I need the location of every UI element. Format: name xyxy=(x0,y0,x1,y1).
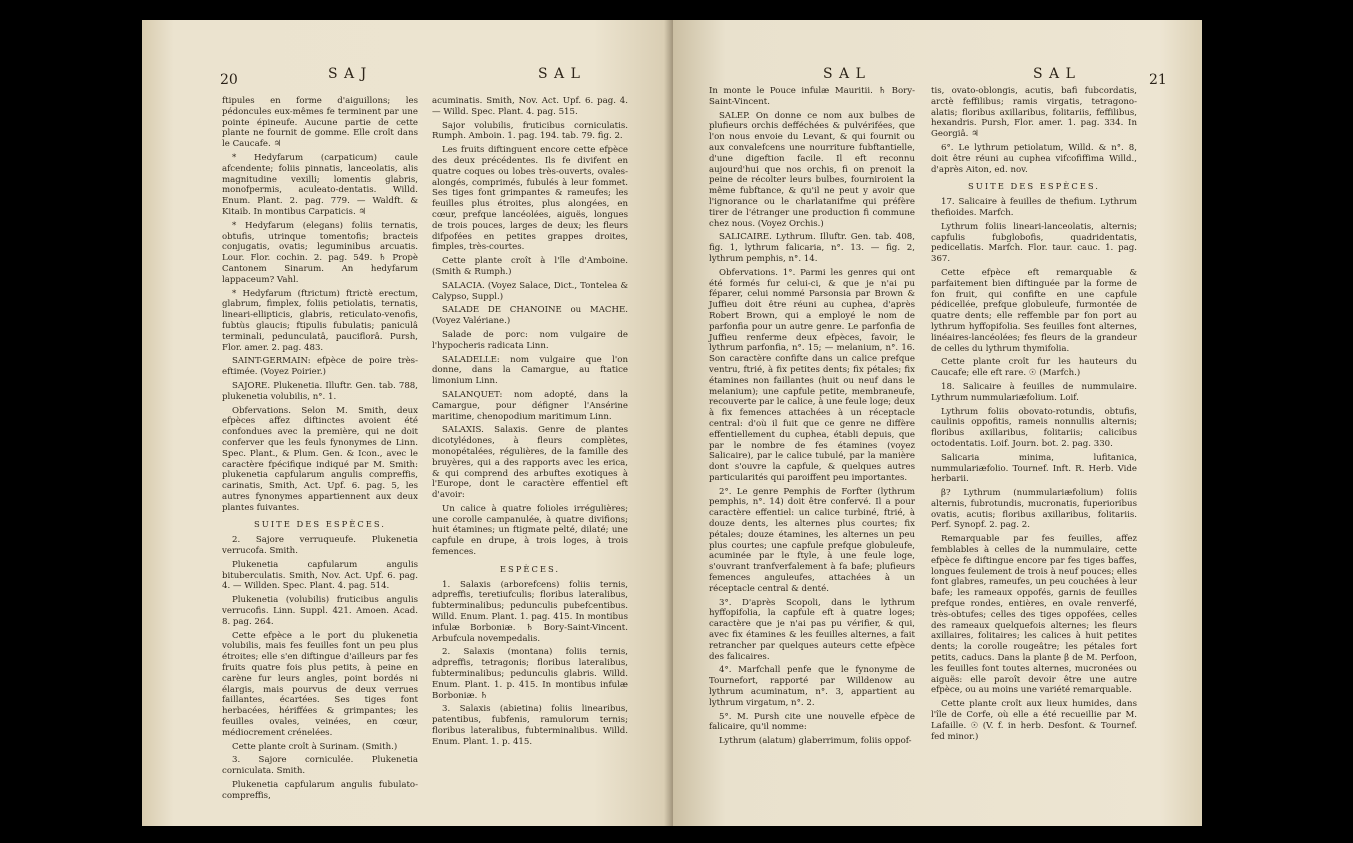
paragraph: SALADE DE CHANOINE ou MACHE. (Voyez Valériane.) xyxy=(432,305,628,327)
column-2 xyxy=(432,96,628,751)
column-1 xyxy=(222,96,418,805)
paragraph: 1. Salaxis (arborefcens) foliis ternis, adpreffis, teretiufculis; floribus lateralibus, fubterminalibus; pedunculis pubefcentibus. Willd. Enum. Plant. 1. pag. 415. In montibus infulæ Borboniæ. ♄ Bory-Saint-Vincent. Arbufcula novempedalis. xyxy=(432,579,628,644)
paragraph: ftipules en forme d'aiguillons; les pédoncules eux-mêmes fe terminent par une pointe épineufe. Aucune partie de cette plante ne fournit de gomme. Elle croît dans le Caucafe. ♃ xyxy=(222,96,418,150)
paragraph: Lythrum foliis obovato-rotundis, obtufis, caulinis oppofitis, rameis nonnullis alternis; floribus axillaribus, folitariis; calicibus octodentatis. Loif. Journ. bot. 2. pag. 330. xyxy=(931,406,1137,449)
paragraph: Salade de porc: nom vulgaire de l'hypocheris radicata Linn. xyxy=(432,329,628,351)
paragraph: 6°. Le lythrum petiolatum, Willd. & n°. 8, doit être réuni au cuphea vifcofiffima Willd., d'après Aiton, ed. nov. xyxy=(931,142,1137,175)
running-head-right: S A L xyxy=(1033,66,1076,82)
paragraph: 4°. Marfchall penfe que le fynonyme de Tournefort, rapporté par Willdenow au lythrum acuminatum, n°. 3, appartient au lythrum virgatum, n°. 2. xyxy=(709,665,915,708)
paragraph: Cette plante croît à l'île d'Amboine. (Smith & Rumph.) xyxy=(432,256,628,277)
section-heading: SUITE DES ESPÈCES. xyxy=(254,519,386,530)
paragraph: Plukenetia capfularum angulis fubulato-compreffis, xyxy=(222,780,418,801)
paragraph: Cette plante croît à Surinam. (Smith.) xyxy=(232,741,398,752)
paragraph: acuminatis. Smith, Nov. Act. Upf. 6. pag. 4. — Willd. Spec. Plant. 4. pag. 515. xyxy=(432,96,628,117)
paragraph: Salicaria minima, lufitanica, nummulariæfolio. Tournef. Inft. R. Herb. Vide herbarii. xyxy=(931,452,1137,485)
paragraph: Lythrum (alatum) glaberrimum, foliis oppof- xyxy=(719,736,912,747)
paragraph: Remarquable par fes feuilles, affez femblables à celles de la nummulaire, cette efpèce fe diftingue encore par fes tiges baffes, longues feulement de trois à neuf pouces; elles font glabres, rameufes, un peu couchées à leur bafe; les rameaux oppofés, garnis de feuilles prefque rondes, entières, en ovale renverfé, très-obtufes; celles des tiges oppofées, celles des rameaux quelquefois alternes; les fleurs axillaires, folitaires; les calices à huit petites dents; la corolle rougeâtre; les pétales fort petits, caducs. Dans la plante β de M. Perfoon, les feuilles font toutes alternes, mucronées ou aiguës: elle paroît devoir être une autre efpèce, ou au moins une variété remarquable. xyxy=(931,534,1137,696)
left-page xyxy=(142,20,673,826)
paragraph: 3°. D'après Scopoli, dans le lythrum hyffopifolia, la capfule eft à quatre loges; caractère que je n'ai pas pu vérifier, & qui, avec fix étamines & les feuilles alternes, a fait retrancher par quelques auteurs cette efpèce des falicaires. xyxy=(709,597,915,662)
page-number: 20 xyxy=(220,72,238,88)
paragraph: * Hedyfarum (carpaticum) caule afcendente; foliis pinnatis, lanceolatis, alis magnitudine vexilli; lomentis glabris, monofpermis, aculeato-dentatis. Willd. Enum. Plant. 2. pag. 779. — Waldft. & Kitaib. In montibus Carpaticis. ♃ xyxy=(222,152,418,217)
paragraph: SALAXIS. Salaxis. Genre de plantes dicotylédones, à fleurs complètes, monopétalées, régulières, de la famille des bruyères, qui a des rapports avec les erica, & qui comprend des arbuftes exotiques à l'Europe, dont le caractère effentiel eft d'avoir: xyxy=(432,425,628,501)
paragraph: 2. Sajore verruqueufe. Plukenetia verrucofa. Smith. xyxy=(222,535,418,557)
paragraph: SALANQUET: nom adopté, dans la Camargue, pour défigner l'Ansérine maritime, chenopodium maritimum Linn. xyxy=(432,389,628,422)
paragraph: 2°. Le genre Pemphis de Forfter (lythrum pemphis, n°. 14) doit être confervé. Il a pour caractère effentiel: un calice turbiné, ftrié, à douze dents, les alternes plus courtes; fix pétales; douze étamines, les alternes un peu plus courtes; une capfule prefque globuleufe, acuminée par le ftyle, à une feule loge, s'ouvrant tranfverfalement à fa bafe; plufieurs femences anguleufes, attachées à un réceptacle central & denté. xyxy=(709,486,915,594)
paragraph: SAINT-GERMAIN: efpèce de poire très-eftimée. (Voyez Poirier.) xyxy=(222,356,418,378)
column-2 xyxy=(931,86,1137,745)
running-head-left: S A J xyxy=(328,66,368,82)
paragraph: SALADELLE: nom vulgaire que l'on donne, dans la Camargue, au ftatice limonium Linn. xyxy=(432,354,628,387)
running-head-right: S A L xyxy=(538,66,581,82)
paragraph: Cette efpèce eft remarquable & parfaitement bien diftinguée par la forme de fon fruit, qui confifte en une capfule pédicellée, prefque globuleufe, furmontée de quatre dents; elle reffemble par fon port au lythrum hyffopifolia. Ses feuilles font alternes, linéaires-lancéolées; fes fleurs de la grandeur de celles du lythrum thymifolia. xyxy=(931,267,1137,354)
column-1 xyxy=(709,86,915,750)
paragraph: tis, ovato-oblongis, acutis, bafi fubcordatis, arctè feffilibus; ramis virgatis, tetragono-alatis; floribus axillaribus, folitariis, feffilibus, hexandris. Pursh, Flor. amer. 1. pag. 334. In Georgiâ. ♃ xyxy=(931,86,1137,140)
paragraph: Obfervations. 1°. Parmi les genres qui ont été formés fur celui-ci, & que je n'ai pu féparer, celui nommé Parsonsia par Brown & Juffieu doit être réuni au cuphea, d'après Robert Brown, qui a employé le nom de parfonfia pour un autre genre. Le parfonfia de Juffieu renferme deux efpèces, favoir, le lythrum parfonfia, n°. 15; — melanium, n°. 16. Son caractère confifte dans un calice prefque ventru, ftrié, à fix petites dents; fix pétales; fix étamines non faillantes (huit ou neuf dans le melanium); une capfule petite, membraneufe, recouverte par le calice, à une feule loge; deux à fix femences attachées à un réceptacle central: d'où il fuit que ce genre ne diffère effentiellement du cuphea, établi depuis, que par le nombre de fes étamines (voyez Salicaire), par le calice tubulé, par la manière dont s'ouvre la capfule, & quelques autres particularités qui paroiffent peu importantes. xyxy=(709,267,915,483)
running-head-left: S A L xyxy=(823,66,866,82)
paragraph: * Hedyfarum (elegans) foliis ternatis, obtufis, utrinque tomentofis; bracteis conjugatis, ovatis; leguminibus arcuatis. Lour. Flor. cochin. 2. pag. 549. ♄ Propè Cantonem Sinarum. An hedyfarum lappaceum? Vahl. xyxy=(222,220,418,285)
paragraph: Plukenetia capfularum angulis bituberculatis. Smith, Nov. Act. Upf. 6. pag. 4. — Willden. Spec. Plant. 4. pag. 514. xyxy=(222,559,418,592)
section-heading: SUITE DES ESPÈCES. xyxy=(968,181,1100,192)
section-heading: ESPÈCES. xyxy=(499,563,561,574)
paragraph: Cette plante croît fur les hauteurs du Caucafe; elle eft rare. ☉ (Marfch.) xyxy=(931,357,1137,379)
paragraph: Obfervations. Selon M. Smith, deux efpèces affez diftinctes avoient été confondues avec la première, qui ne doit conferver que les feuls fynonymes de Linn. Spec. Plant., & Plum. Gen. & Icon., avec le caractère fpécifique indiqué par M. Smith: plukenetia capfularum angulis compreffis, carinatis, Smith, Act. Upf. 6. pag. 5, les autres fynonymes appartiennent aux deux plantes fuivantes. xyxy=(222,405,418,513)
paragraph: Lythrum foliis lineari-lanceolatis, alternis; capfulis fubglobofis, quadridentatis, pedicellatis. Marfch. Flor. taur. cauc. 1. pag. 367. xyxy=(931,221,1137,265)
paragraph: 2. Salaxis (montana) foliis ternis, adpreffis, tetragonis; floribus lateralibus, fubterminalibus; pedunculis glabris. Willd. Enum. Plant. 1. p. 415. In montibus infulæ Borboniæ. ♄ xyxy=(432,647,628,701)
paragraph: Plukenetia (volubilis) fruticibus angulis verrucofis. Linn. Suppl. 421. Amoen. Acad. 8. pag. 264. xyxy=(222,595,418,627)
paragraph: Cette plante croît aux lieux humides, dans l'île de Corfe, où elle a été recueillie par M. Lafaille. ☉ (V. f. in herb. Desfont. & Tournef. fed minor.) xyxy=(931,699,1137,742)
paragraph: 17. Salicaire à feuilles de thefium. Lythrum thefioides. Marfch. xyxy=(931,197,1137,218)
paragraph: 5°. M. Pursh cite une nouvelle efpèce de falicaire, qu'il nomme: xyxy=(709,711,915,733)
paragraph: Les fruits diftinguent encore cette efpèce des deux précédentes. Ils fe divifent en quatre coques ou lobes très-ouverts, ovales-alongés, comprimés, fubulés à leur fommet. Ses tiges font grimpantes & rameufes; les feuilles plus étroites, plus alongées, en cœur, prefque lancéolées, aiguës, longues de trois pouces, larges de deux; les fleurs difpofées en petites grappes droites, fimples, très-courtes. xyxy=(432,145,628,253)
paragraph: 18. Salicaire à feuilles de nummulaire. Lythrum nummulariæfolium. Loif. xyxy=(931,381,1137,403)
page-number: 21 xyxy=(1149,72,1167,88)
paragraph: SAJORE. Plukenetia. Illuftr. Gen. tab. 788, plukenetia volubilis, n°. 1. xyxy=(222,380,418,402)
paragraph: Sajor volubilis, fruticibus corniculatis. Rumph. Amboin. 1. pag. 194. tab. 79. fig. 2. xyxy=(432,120,628,142)
paragraph: In monte le Pouce infulæ Mauritii. ♄ Bory-Saint-Vincent. xyxy=(709,86,915,107)
right-page xyxy=(673,20,1202,826)
paragraph: 3. Salaxis (abietina) foliis linearibus, patentibus, fubfenis, ramulorum ternis; floribus lateralibus, fubterminalibus. Willd. Enum. Plant. 1. p. 415. xyxy=(432,704,628,747)
paragraph: Cette efpèce a le port du plukenetia volubilis, mais fes feuilles font un peu plus étroites; elle s'en diftingue d'ailleurs par fes fruits quatre fois plus petits, à peine en carène fur leurs angles, point bordés ni élargis, mais pourvus de deux verrues faillantes, écartées. Ses tiges font herbacées, hériffées & grimpantes; les feuilles ovales, veinées, en cœur, médiocrement crénelées. xyxy=(222,630,418,738)
paragraph: * Hedyfarum (ftrictum) ftrictè erectum, glabrum, fimplex, foliis petiolatis, ternatis, lineari-ellipticis, glabris, reticulato-venofis, fubtùs glaucis; ftipulis fubulatis; paniculâ terminali, pedunculatâ, pauciflorâ. Pursh, Flor. amer. 2. pag. 483. xyxy=(222,288,418,353)
paragraph: SALEP. On donne ce nom aux bulbes de plufieurs orchis defféchées & pulvérifées, que l'on nous envoie du Levant, & qui fournit ou aux convalefcens une nourriture fubftantielle, d'une digeftion facile. Il eft reconnu aujourd'hui que nos orchis, fi on prenoit la peine de récolter leurs bulbes, fourniroient la même fubftance, & qu'il ne peut y avoir que l'ignorance ou le charlatanifme qui préfère tirer de l'étranger une production fi commune chez nous. (Voyez Orchis.) xyxy=(709,110,915,229)
paragraph: Un calice à quatre folioles irrégulières; une corolle campanulée, à quatre divifions; huit étamines; un ftigmate pelté, dilaté; une capfule en drupe, à trois loges, à trois femences. xyxy=(432,503,628,558)
paragraph: 3. Sajore corniculée. Plukenetia corniculata. Smith. xyxy=(222,755,418,777)
paragraph: SALACIA. (Voyez Salace, Dict., Tontelea & Calypso, Suppl.) xyxy=(432,280,628,302)
paragraph: β? Lythrum (nummulariæfolium) foliis alternis, fubrotundis, mucronatis, fuperioribus ovatis, acutis; floribus axillaribus, folitariis. Perf. Synopf. 2. pag. 2. xyxy=(931,488,1137,531)
paragraph: SALICAIRE. Lythrum. Illuftr. Gen. tab. 408, fig. 1, lythrum falicaria, n°. 13. — fig. 2, lythrum pemphis, n°. 14. xyxy=(709,232,915,264)
